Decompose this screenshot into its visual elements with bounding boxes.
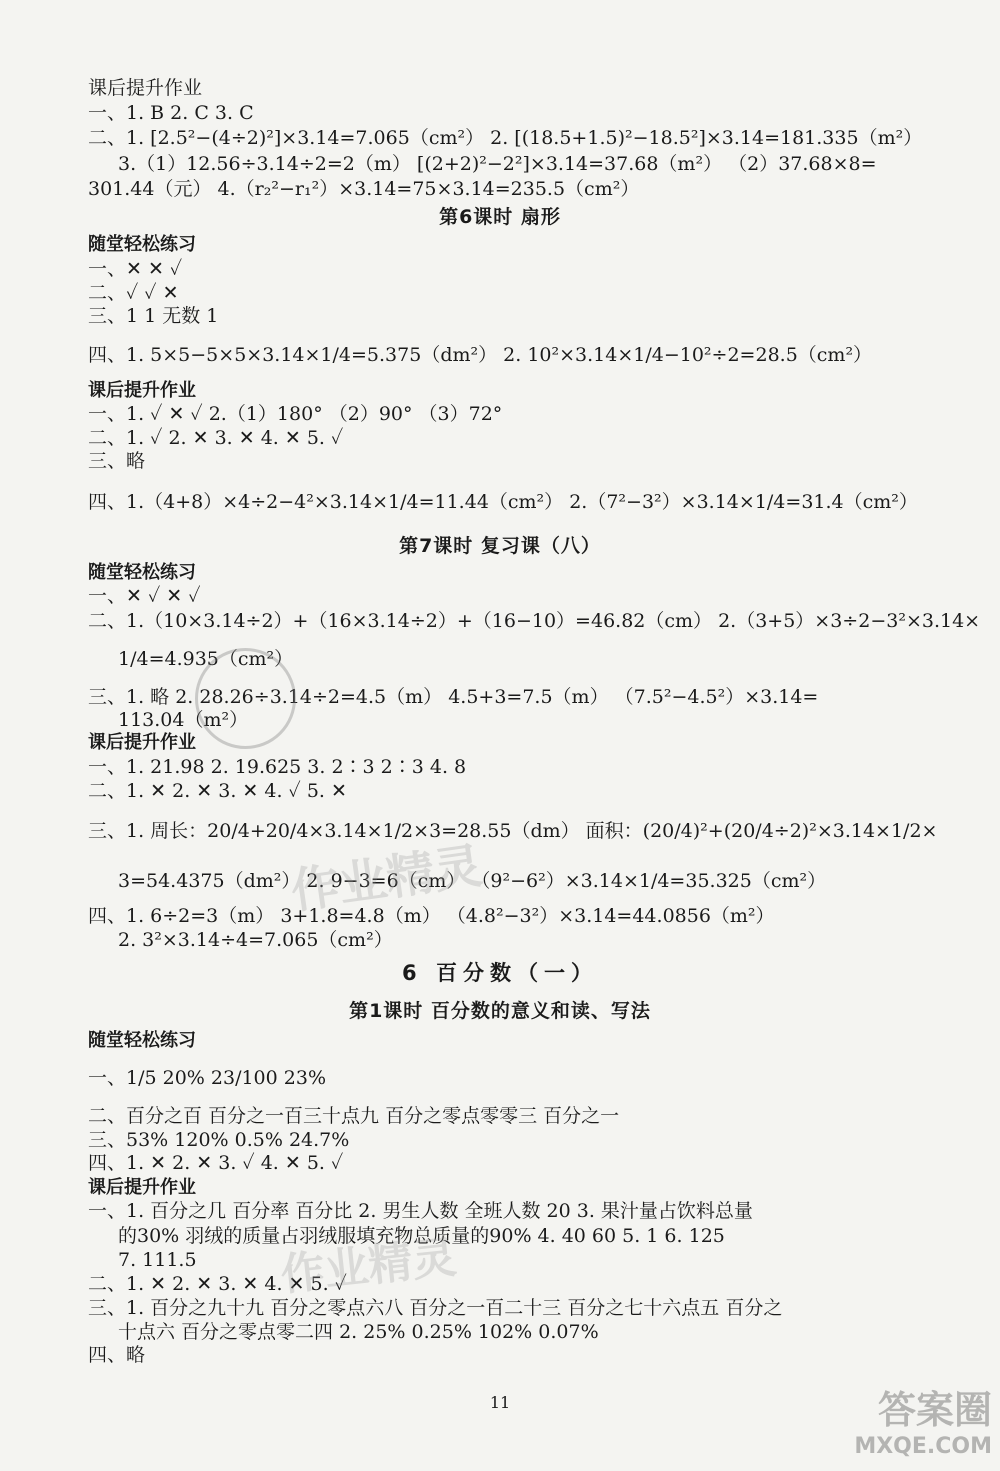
answer-line: 一、✕ ✕ ✓ xyxy=(88,258,183,280)
section-heading: 随堂轻松练习 xyxy=(88,1030,196,1051)
answer-line: 1/4=4.935（cm²） xyxy=(118,648,294,670)
answer-line: 三、1. 周长：20/4+20/4×3.14×1/2×3=28.55（dm） 面积：(20/4)²+(20/4÷2)²×3.14×1/2× xyxy=(88,820,938,842)
page-number: 11 xyxy=(489,1393,511,1412)
section-heading: 课后提升作业 xyxy=(88,732,196,753)
answer-line: 二、1. ✕ 2. ✕ 3. ✕ 4. ✕ 5. ✓ xyxy=(88,1273,347,1295)
answer-line: 三、略 xyxy=(88,450,146,472)
answer-line: 301.44（元） 4.（r₂²−r₁²）×3.14=75×3.14=235.5（cm²） xyxy=(88,178,640,200)
answer-line: 二、✓ ✓ ✕ xyxy=(88,282,179,304)
unit-title: 6 百分数（一） xyxy=(402,961,598,985)
answer-line: 二、1. ✕ 2. ✕ 3. ✕ 4. ✓ 5. ✕ xyxy=(88,780,347,802)
answer-line: 四、1. 6÷2=3（m） 3+1.8=4.8（m） （4.8²−3²）×3.14=44.0856（m²） xyxy=(88,905,775,927)
answer-line: 四、1. 5×5−5×5×3.14×1/4=5.375（dm²） 2. 10²×3.14×1/4−10²÷2=28.5（cm²） xyxy=(88,344,873,366)
lesson-title: 第1课时 百分数的意义和读、写法 xyxy=(349,1000,651,1022)
answer-line: 的30% 羽绒的质量占羽绒服填充物总质量的90% 4. 40 60 5. 1 6. 125 xyxy=(118,1225,725,1247)
answer-line: 二、1.（10×3.14÷2）+（16×3.14÷2）+（16−10）=46.82（cm） 2.（3+5）×3÷2−3²×3.14× xyxy=(88,610,981,632)
section-heading: 课后提升作业 xyxy=(88,77,203,99)
logo-url: MXQE.COM xyxy=(854,1434,992,1459)
watermark-text: 作业精灵 xyxy=(278,1231,459,1302)
section-heading: 随堂轻松练习 xyxy=(88,562,196,583)
answer-line: 一、1. 21.98 2. 19.625 3. 2∶3 2∶3 4. 8 xyxy=(88,756,467,778)
answer-line: 三、53% 120% 0.5% 24.7% xyxy=(88,1129,350,1151)
section-heading: 随堂轻松练习 xyxy=(88,234,196,255)
logo-text: 答案圈 xyxy=(877,1388,992,1432)
answer-line: 四、1. ✕ 2. ✕ 3. ✓ 4. ✕ 5. ✓ xyxy=(88,1152,344,1174)
watermark-text: 作业精灵 xyxy=(287,837,486,921)
answer-line: 113.04（m²） xyxy=(118,709,249,731)
answer-line: 三、1. 略 2. 28.26÷3.14÷2=4.5（m） 4.5+3=7.5（m） （7.5²−4.5²）×3.14= xyxy=(88,686,819,708)
answer-line: 三、1. 百分之九十九 百分之零点六八 百分之一百二十三 百分之七十六点五 百分之 xyxy=(88,1297,783,1319)
lesson-title: 第7课时 复习课（八） xyxy=(399,535,601,557)
corner-logo xyxy=(854,1379,992,1459)
answer-line: 3=54.4375（dm²） 2. 9−3=6（cm） （9²−6²）×3.14×1/4=35.325（cm²） xyxy=(118,870,827,892)
lesson-title: 第6课时 扇形 xyxy=(439,206,561,228)
answer-line: 二、1. [2.5²−(4÷2)²]×3.14=7.065（cm²） 2. [(18.5+1.5)²−18.5²]×3.14=181.335（m²） xyxy=(88,127,923,149)
section-heading: 课后提升作业 xyxy=(88,1177,196,1198)
answer-line: 一、1. 百分之几 百分率 百分比 2. 男生人数 全班人数 20 3. 果汁量占饮料总量 xyxy=(88,1200,753,1222)
answer-line: 三、1 1 无数 1 xyxy=(88,305,219,327)
answer-line: 3.（1）12.56÷3.14÷2=2（m） [(2+2)²−2²]×3.14=37.68（m²） （2）37.68×8= xyxy=(118,153,877,175)
answer-line: 四、1.（4+8）×4÷2−4²×3.14×1/4=11.44（cm²） 2.（7²−3²）×3.14×1/4=31.4（cm²） xyxy=(88,491,918,513)
answer-line: 一、1/5 20% 23/100 23% xyxy=(88,1067,327,1089)
answer-line: 十点六 百分之零点零二四 2. 25% 0.25% 102% 0.07% xyxy=(118,1321,599,1343)
answer-line: 二、百分之百 百分之一百三十点九 百分之零点零零三 百分之一 xyxy=(88,1105,620,1127)
answer-line: 一、1. ✓ ✕ ✓ 2.（1）180° （2）90° （3）72° xyxy=(88,403,503,425)
answer-line: 四、略 xyxy=(88,1344,146,1366)
answer-line: 2. 3²×3.14÷4=7.065（cm²） xyxy=(118,929,393,951)
answer-line: 7. 111.5 xyxy=(118,1249,197,1271)
answer-line: 一、1. B 2. C 3. C xyxy=(88,102,254,124)
answer-line: 二、1. ✓ 2. ✕ 3. ✕ 4. ✕ 5. ✓ xyxy=(88,427,344,449)
section-heading: 课后提升作业 xyxy=(88,380,196,401)
answer-line: 一、✕ ✓ ✕ ✓ xyxy=(88,585,201,607)
watermark-stamp xyxy=(195,648,296,749)
